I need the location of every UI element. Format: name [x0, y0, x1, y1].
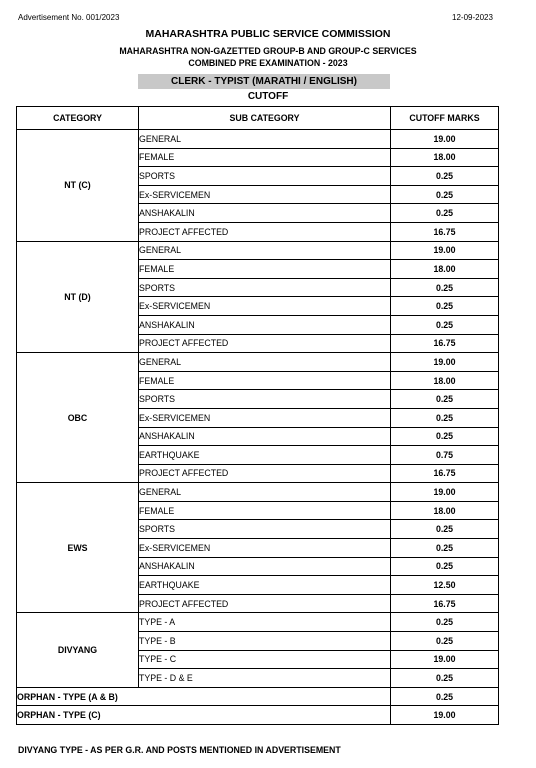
cutoff-mark-cell: 0.25	[391, 427, 499, 446]
exam-title: COMBINED PRE EXAMINATION - 2023	[188, 58, 348, 68]
sub-category-cell: SPORTS	[139, 167, 391, 186]
cutoff-mark-cell: 0.25	[391, 167, 499, 186]
column-header-sub-category: SUB CATEGORY	[139, 107, 391, 130]
cutoff-mark-cell: 18.00	[391, 501, 499, 520]
sub-category-cell: GENERAL	[139, 130, 391, 149]
cutoff-mark-cell: 0.25	[391, 687, 499, 706]
cutoff-mark-cell: 0.25	[391, 408, 499, 427]
cutoff-mark-cell: 0.25	[391, 632, 499, 651]
column-header-cutoff-marks: CUTOFF MARKS	[391, 107, 499, 130]
sub-category-cell: EARTHQUAKE	[139, 446, 391, 465]
cutoff-mark-cell: 0.25	[391, 539, 499, 558]
sub-category-cell: ANSHAKALIN	[139, 557, 391, 576]
sub-category-cell: TYPE - C	[139, 650, 391, 669]
services-title: MAHARASHTRA NON-GAZETTED GROUP-B AND GROUP-C SERVICES	[119, 46, 417, 56]
sub-category-cell: PROJECT AFFECTED	[139, 222, 391, 241]
category-cell: DIVYANG	[17, 613, 139, 687]
table-row	[17, 241, 499, 260]
sub-category-cell: GENERAL	[139, 483, 391, 502]
sub-category-cell: TYPE - D & E	[139, 669, 391, 688]
category-cell: EWS	[17, 483, 139, 613]
post-title: CLERK - TYPIST (MARATHI / ENGLISH)	[138, 74, 390, 89]
table-row	[17, 483, 499, 502]
footnote: DIVYANG TYPE - AS PER G.R. AND POSTS MENTIONED IN ADVERTISEMENT	[18, 745, 341, 755]
sub-category-cell: PROJECT AFFECTED	[139, 464, 391, 483]
table-header-row	[17, 107, 499, 130]
sub-category-cell: ANSHAKALIN	[139, 204, 391, 223]
cutoff-mark-cell: 18.00	[391, 148, 499, 167]
sub-category-cell: PROJECT AFFECTED	[139, 594, 391, 613]
table-row	[17, 613, 499, 632]
sub-category-cell: GENERAL	[139, 241, 391, 260]
table-row	[17, 353, 499, 372]
cutoff-mark-cell: 0.25	[391, 390, 499, 409]
sub-category-cell: SPORTS	[139, 390, 391, 409]
table-body	[17, 130, 499, 725]
cutoff-mark-cell: 16.75	[391, 222, 499, 241]
cutoff-mark-cell: 0.25	[391, 520, 499, 539]
cutoff-mark-cell: 19.00	[391, 706, 499, 725]
sub-category-cell: FEMALE	[139, 148, 391, 167]
sub-category-cell: TYPE - B	[139, 632, 391, 651]
cutoff-mark-cell: 0.25	[391, 315, 499, 334]
sub-category-cell: TYPE - A	[139, 613, 391, 632]
cutoff-mark-cell: 16.75	[391, 464, 499, 483]
table-row	[17, 706, 499, 725]
sub-category-cell: Ex-SERVICEMEN	[139, 408, 391, 427]
category-cell: NT (D)	[17, 241, 139, 353]
cutoff-mark-cell: 0.25	[391, 613, 499, 632]
column-header-category: CATEGORY	[17, 107, 139, 130]
sub-category-cell: ANSHAKALIN	[139, 427, 391, 446]
cutoff-mark-cell: 0.25	[391, 557, 499, 576]
cutoff-mark-cell: 0.25	[391, 185, 499, 204]
sub-category-cell: FEMALE	[139, 260, 391, 279]
cutoff-heading: CUTOFF	[247, 91, 289, 102]
cutoff-mark-cell: 19.00	[391, 353, 499, 372]
cutoff-mark-cell: 19.00	[391, 483, 499, 502]
sub-category-cell: EARTHQUAKE	[139, 576, 391, 595]
cutoff-table	[16, 106, 499, 725]
document-date: 12-09-2023	[452, 13, 493, 22]
category-cell: OBC	[17, 353, 139, 483]
sub-category-cell: SPORTS	[139, 278, 391, 297]
cutoff-mark-cell: 16.75	[391, 594, 499, 613]
sub-category-cell: FEMALE	[139, 371, 391, 390]
table-row	[17, 687, 499, 706]
sub-category-cell: ANSHAKALIN	[139, 315, 391, 334]
sub-category-cell: Ex-SERVICEMEN	[139, 297, 391, 316]
sub-category-cell: FEMALE	[139, 501, 391, 520]
advertisement-number: Advertisement No. 001/2023	[18, 13, 120, 22]
cutoff-mark-cell: 18.00	[391, 371, 499, 390]
cutoff-mark-cell: 16.75	[391, 334, 499, 353]
cutoff-mark-cell: 0.25	[391, 204, 499, 223]
orphan-category-cell: ORPHAN - TYPE (C)	[17, 706, 391, 725]
cutoff-mark-cell: 0.25	[391, 297, 499, 316]
sub-category-cell: Ex-SERVICEMEN	[139, 539, 391, 558]
cutoff-mark-cell: 12.50	[391, 576, 499, 595]
orphan-category-cell: ORPHAN - TYPE (A & B)	[17, 687, 391, 706]
cutoff-mark-cell: 19.00	[391, 241, 499, 260]
table-row	[17, 130, 499, 149]
sub-category-cell: SPORTS	[139, 520, 391, 539]
sub-category-cell: Ex-SERVICEMEN	[139, 185, 391, 204]
category-cell: NT (C)	[17, 130, 139, 242]
sub-category-cell: PROJECT AFFECTED	[139, 334, 391, 353]
cutoff-mark-cell: 19.00	[391, 130, 499, 149]
organization-title: MAHARASHTRA PUBLIC SERVICE COMMISSION	[145, 28, 391, 40]
cutoff-mark-cell: 19.00	[391, 650, 499, 669]
cutoff-mark-cell: 0.75	[391, 446, 499, 465]
cutoff-mark-cell: 0.25	[391, 278, 499, 297]
cutoff-mark-cell: 0.25	[391, 669, 499, 688]
sub-category-cell: GENERAL	[139, 353, 391, 372]
cutoff-mark-cell: 18.00	[391, 260, 499, 279]
